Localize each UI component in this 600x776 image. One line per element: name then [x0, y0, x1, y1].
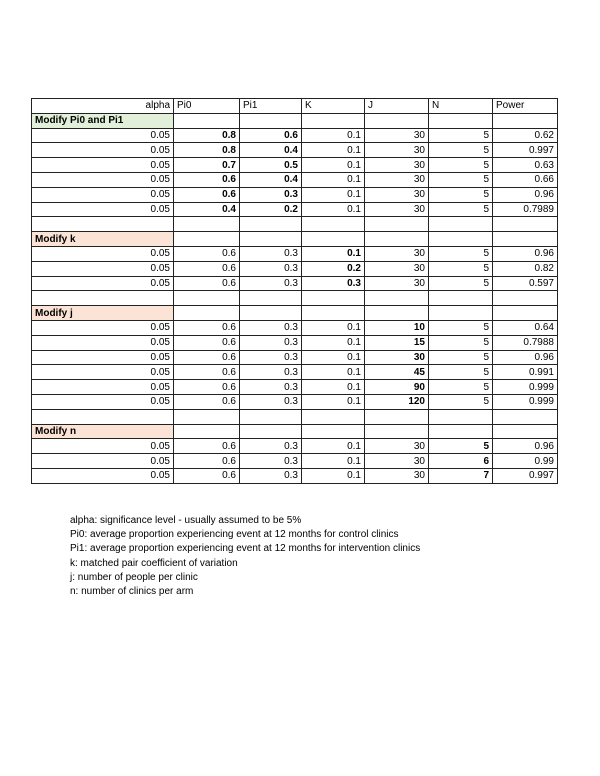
empty-cell — [493, 424, 558, 439]
spacer-row — [32, 217, 558, 232]
cell-k: 0.1 — [302, 335, 365, 350]
cell-j: 90 — [365, 380, 429, 395]
table-row — [32, 143, 558, 158]
cell-n: 5 — [429, 394, 493, 409]
cell-n: 6 — [429, 454, 493, 469]
section-title: Modify n — [32, 424, 174, 439]
cell-j: 30 — [365, 187, 429, 202]
spacer-row — [32, 291, 558, 306]
cell-j: 30 — [365, 128, 429, 143]
section-title-row — [32, 113, 558, 128]
cell-alpha: 0.05 — [32, 128, 174, 143]
cell-k: 0.1 — [302, 454, 365, 469]
notes-legend — [70, 514, 420, 599]
table-row — [32, 365, 558, 380]
cell-pi1: 0.3 — [240, 350, 302, 365]
header-alpha: alpha — [32, 99, 174, 114]
empty-cell — [365, 291, 429, 306]
cell-j: 30 — [365, 246, 429, 261]
cell-j: 30 — [365, 468, 429, 483]
empty-cell — [240, 113, 302, 128]
empty-cell — [365, 113, 429, 128]
empty-cell — [240, 291, 302, 306]
cell-alpha: 0.05 — [32, 350, 174, 365]
empty-cell — [365, 409, 429, 424]
note-line: Pi0: average proportion experiencing event at 12 months for control clinics — [70, 529, 399, 541]
cell-n: 5 — [429, 128, 493, 143]
cell-pi0: 0.8 — [174, 128, 240, 143]
cell-pi0: 0.6 — [174, 454, 240, 469]
table-row — [32, 454, 558, 469]
cell-n: 5 — [429, 350, 493, 365]
cell-n: 5 — [429, 261, 493, 276]
cell-n: 7 — [429, 468, 493, 483]
cell-alpha: 0.05 — [32, 454, 174, 469]
cell-j: 120 — [365, 394, 429, 409]
table-row — [32, 246, 558, 261]
empty-cell — [240, 232, 302, 247]
cell-j: 30 — [365, 172, 429, 187]
cell-power: 0.991 — [493, 365, 558, 380]
note-line: n: number of clinics per arm — [70, 586, 194, 598]
cell-k: 0.1 — [302, 128, 365, 143]
empty-cell — [429, 217, 493, 232]
empty-cell — [429, 232, 493, 247]
section-title: Modify Pi0 and Pi1 — [32, 113, 174, 128]
empty-cell — [174, 217, 240, 232]
empty-cell — [302, 232, 365, 247]
table-row — [32, 128, 558, 143]
table-row — [32, 187, 558, 202]
cell-j: 45 — [365, 365, 429, 380]
empty-cell — [240, 306, 302, 321]
cell-power: 0.99 — [493, 454, 558, 469]
empty-cell — [32, 217, 174, 232]
cell-k: 0.1 — [302, 246, 365, 261]
cell-j: 30 — [365, 454, 429, 469]
cell-pi0: 0.6 — [174, 439, 240, 454]
section-title-row — [32, 232, 558, 247]
cell-k: 0.1 — [302, 365, 365, 380]
cell-j: 30 — [365, 202, 429, 217]
cell-n: 5 — [429, 439, 493, 454]
cell-j: 15 — [365, 335, 429, 350]
header-j: J — [365, 99, 429, 114]
cell-pi1: 0.2 — [240, 202, 302, 217]
table-row — [32, 261, 558, 276]
cell-power: 0.62 — [493, 128, 558, 143]
cell-j: 30 — [365, 276, 429, 291]
header-pi0: Pi0 — [174, 99, 240, 114]
cell-power: 0.999 — [493, 380, 558, 395]
cell-alpha: 0.05 — [32, 380, 174, 395]
cell-k: 0.1 — [302, 468, 365, 483]
empty-cell — [174, 409, 240, 424]
cell-pi1: 0.4 — [240, 172, 302, 187]
cell-alpha: 0.05 — [32, 468, 174, 483]
cell-alpha: 0.05 — [32, 335, 174, 350]
empty-cell — [174, 113, 240, 128]
cell-k: 0.1 — [302, 350, 365, 365]
cell-pi0: 0.6 — [174, 276, 240, 291]
cell-k: 0.1 — [302, 172, 365, 187]
power-table — [31, 98, 558, 484]
cell-power: 0.7989 — [493, 202, 558, 217]
table-row — [32, 350, 558, 365]
cell-n: 5 — [429, 202, 493, 217]
empty-cell — [493, 232, 558, 247]
cell-n: 5 — [429, 143, 493, 158]
cell-alpha: 0.05 — [32, 158, 174, 173]
cell-k: 0.1 — [302, 202, 365, 217]
cell-k: 0.3 — [302, 276, 365, 291]
section-title-row — [32, 306, 558, 321]
header-power: Power — [493, 99, 558, 114]
note-line: Pi1: average proportion experiencing event at 12 months for intervention clinics — [70, 543, 421, 555]
table-row — [32, 380, 558, 395]
empty-cell — [174, 424, 240, 439]
section-title: Modify j — [32, 306, 174, 321]
cell-power: 0.66 — [493, 172, 558, 187]
cell-n: 5 — [429, 365, 493, 380]
note-line: k: matched pair coefficient of variation — [70, 557, 238, 569]
empty-cell — [240, 409, 302, 424]
cell-j: 10 — [365, 320, 429, 335]
cell-power: 0.7988 — [493, 335, 558, 350]
cell-n: 5 — [429, 158, 493, 173]
cell-power: 0.64 — [493, 320, 558, 335]
empty-cell — [429, 291, 493, 306]
cell-pi1: 0.3 — [240, 246, 302, 261]
cell-pi1: 0.3 — [240, 439, 302, 454]
cell-n: 5 — [429, 335, 493, 350]
cell-power: 0.96 — [493, 246, 558, 261]
cell-pi0: 0.6 — [174, 261, 240, 276]
empty-cell — [493, 217, 558, 232]
cell-pi0: 0.6 — [174, 394, 240, 409]
table-row — [32, 439, 558, 454]
empty-cell — [302, 113, 365, 128]
cell-n: 5 — [429, 380, 493, 395]
cell-pi0: 0.6 — [174, 350, 240, 365]
cell-power: 0.96 — [493, 187, 558, 202]
cell-pi0: 0.6 — [174, 246, 240, 261]
cell-pi0: 0.6 — [174, 172, 240, 187]
cell-pi0: 0.7 — [174, 158, 240, 173]
empty-cell — [302, 291, 365, 306]
empty-cell — [365, 424, 429, 439]
cell-k: 0.1 — [302, 320, 365, 335]
cell-alpha: 0.05 — [32, 246, 174, 261]
cell-power: 0.997 — [493, 468, 558, 483]
cell-alpha: 0.05 — [32, 202, 174, 217]
cell-n: 5 — [429, 172, 493, 187]
empty-cell — [429, 113, 493, 128]
cell-pi1: 0.3 — [240, 261, 302, 276]
cell-k: 0.1 — [302, 394, 365, 409]
note-line: j: number of people per clinic — [70, 571, 198, 583]
cell-pi1: 0.3 — [240, 276, 302, 291]
cell-power: 0.82 — [493, 261, 558, 276]
note-line: alpha: significance level - usually assumed to be 5% — [70, 515, 302, 526]
cell-alpha: 0.05 — [32, 320, 174, 335]
empty-cell — [32, 291, 174, 306]
cell-pi1: 0.3 — [240, 320, 302, 335]
empty-cell — [174, 232, 240, 247]
cell-power: 0.96 — [493, 439, 558, 454]
cell-alpha: 0.05 — [32, 261, 174, 276]
empty-cell — [302, 217, 365, 232]
cell-pi0: 0.6 — [174, 335, 240, 350]
cell-power: 0.597 — [493, 276, 558, 291]
cell-pi0: 0.6 — [174, 468, 240, 483]
cell-pi1: 0.3 — [240, 454, 302, 469]
cell-pi1: 0.5 — [240, 158, 302, 173]
cell-pi1: 0.3 — [240, 187, 302, 202]
cell-power: 0.999 — [493, 394, 558, 409]
cell-j: 30 — [365, 350, 429, 365]
cell-pi1: 0.4 — [240, 143, 302, 158]
header-n: N — [429, 99, 493, 114]
empty-cell — [493, 409, 558, 424]
table-row — [32, 202, 558, 217]
cell-pi1: 0.3 — [240, 468, 302, 483]
cell-power: 0.63 — [493, 158, 558, 173]
empty-cell — [493, 306, 558, 321]
empty-cell — [302, 409, 365, 424]
cell-pi1: 0.3 — [240, 380, 302, 395]
table-row — [32, 276, 558, 291]
cell-alpha: 0.05 — [32, 394, 174, 409]
cell-power: 0.997 — [493, 143, 558, 158]
cell-pi1: 0.3 — [240, 365, 302, 380]
section-title: Modify k — [32, 232, 174, 247]
empty-cell — [240, 424, 302, 439]
spacer-row — [32, 409, 558, 424]
cell-alpha: 0.05 — [32, 172, 174, 187]
cell-alpha: 0.05 — [32, 365, 174, 380]
cell-pi1: 0.3 — [240, 394, 302, 409]
empty-cell — [365, 306, 429, 321]
header-row — [32, 99, 558, 114]
cell-n: 5 — [429, 276, 493, 291]
header-k: K — [302, 99, 365, 114]
cell-alpha: 0.05 — [32, 276, 174, 291]
cell-pi0: 0.6 — [174, 320, 240, 335]
cell-n: 5 — [429, 320, 493, 335]
cell-alpha: 0.05 — [32, 143, 174, 158]
cell-pi1: 0.3 — [240, 335, 302, 350]
cell-alpha: 0.05 — [32, 187, 174, 202]
empty-cell — [174, 306, 240, 321]
header-pi1: Pi1 — [240, 99, 302, 114]
table-row — [32, 335, 558, 350]
table-row — [32, 394, 558, 409]
empty-cell — [302, 424, 365, 439]
cell-j: 30 — [365, 261, 429, 276]
empty-cell — [493, 113, 558, 128]
table-row — [32, 158, 558, 173]
section-title-row — [32, 424, 558, 439]
table-row — [32, 468, 558, 483]
cell-j: 30 — [365, 143, 429, 158]
cell-k: 0.2 — [302, 261, 365, 276]
cell-n: 5 — [429, 246, 493, 261]
cell-pi0: 0.4 — [174, 202, 240, 217]
empty-cell — [365, 232, 429, 247]
cell-k: 0.1 — [302, 158, 365, 173]
empty-cell — [429, 306, 493, 321]
cell-k: 0.1 — [302, 439, 365, 454]
cell-k: 0.1 — [302, 380, 365, 395]
cell-pi0: 0.8 — [174, 143, 240, 158]
cell-pi1: 0.6 — [240, 128, 302, 143]
cell-n: 5 — [429, 187, 493, 202]
empty-cell — [240, 217, 302, 232]
cell-pi0: 0.6 — [174, 187, 240, 202]
cell-j: 30 — [365, 158, 429, 173]
cell-alpha: 0.05 — [32, 439, 174, 454]
empty-cell — [493, 291, 558, 306]
cell-k: 0.1 — [302, 143, 365, 158]
cell-j: 30 — [365, 439, 429, 454]
cell-pi0: 0.6 — [174, 380, 240, 395]
empty-cell — [32, 409, 174, 424]
empty-cell — [429, 424, 493, 439]
empty-cell — [429, 409, 493, 424]
table-row — [32, 172, 558, 187]
empty-cell — [174, 291, 240, 306]
table-row — [32, 320, 558, 335]
cell-pi0: 0.6 — [174, 365, 240, 380]
empty-cell — [365, 217, 429, 232]
cell-k: 0.1 — [302, 187, 365, 202]
empty-cell — [302, 306, 365, 321]
cell-power: 0.96 — [493, 350, 558, 365]
